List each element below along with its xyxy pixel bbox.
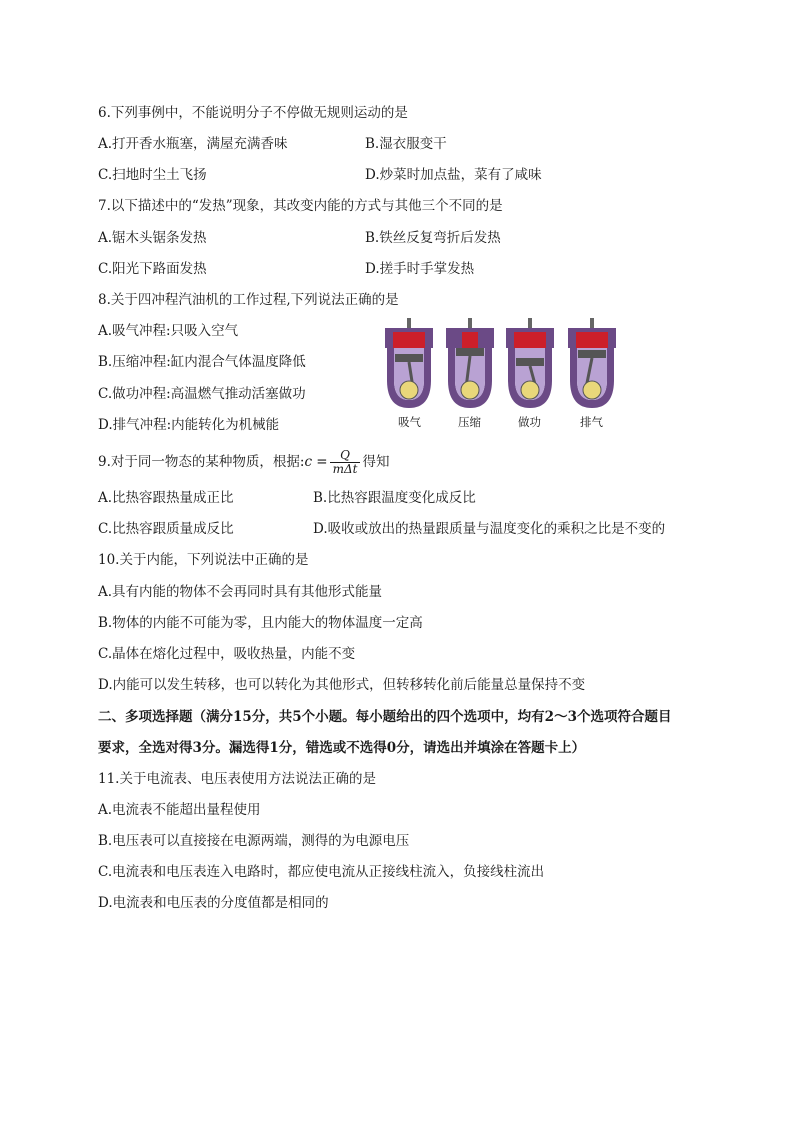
q9-formula-lhs: c =	[304, 454, 328, 470]
q8-option-b: B.压缩冲程:缸内混合气体温度降低	[98, 354, 306, 370]
q7-option-b: B.铁丝反复弯折后发热	[365, 230, 501, 246]
power-stroke-diagram	[504, 318, 556, 413]
stroke-label-power: 做功	[518, 415, 541, 429]
exhaust-stroke-diagram	[566, 318, 618, 413]
stroke-label-compression: 压缩	[458, 415, 481, 429]
section2-heading-line1: 二、多项选择题（满分15分，共5个小题。每小题给出的四个选项中，均有2～3个选项符合题目	[98, 709, 672, 725]
q10-option-c: C.晶体在熔化过程中，吸收热量，内能不变	[98, 646, 356, 662]
stroke-label-intake: 吸气	[398, 415, 421, 429]
q6-option-a: A.打开香水瓶塞，满屋充满香味	[98, 136, 288, 152]
q6-option-d: D.炒菜时加点盐，菜有了咸味	[365, 167, 542, 183]
q6-option-c: C.扫地时尘土飞扬	[98, 167, 207, 183]
q7-stem: 7.以下描述中的“发热”现象，其改变内能的方式与其他三个不同的是	[98, 198, 503, 214]
q9-option-d: D.吸收或放出的热量跟质量与温度变化的乘积之比是不变的	[313, 521, 666, 537]
q11-option-c: C.电流表和电压表连入电路时，都应使电流从正接线柱流入，负接线柱流出	[98, 864, 545, 880]
section2-heading-line2: 要求，全选对得3分。漏选得1分，错选或不选得0分，请选出并填涂在答题卡上）	[98, 740, 586, 756]
q9-formula-fraction	[330, 449, 361, 476]
q9-formula-numerator: Q	[330, 449, 361, 463]
q10-option-a: A.具有内能的物体不会再同时具有其他形式能量	[98, 584, 383, 600]
q10-option-b: B.物体的内能不可能为零，且内能大的物体温度一定高	[98, 615, 423, 631]
q6-stem: 6.下列事例中，不能说明分子不停做无规则运动的是	[98, 105, 408, 121]
q6-option-b: B.湿衣服变干	[365, 136, 447, 152]
q8-stem: 8.关于四冲程汽油机的工作过程,下列说法正确的是	[98, 292, 399, 308]
compression-stroke-diagram	[444, 318, 496, 413]
q11-option-b: B.电压表可以直接接在电源两端，测得的为电源电压	[98, 833, 410, 849]
q9-stem-post: 得知	[362, 454, 390, 470]
q11-stem: 11.关于电流表、电压表使用方法说法正确的是	[98, 771, 376, 787]
q8-option-d: D.排气冲程:内能转化为机械能	[98, 417, 280, 433]
q9-option-a: A.比热容跟热量成正比	[98, 490, 234, 506]
intake-stroke-diagram	[383, 318, 435, 413]
q9-option-b: B.比热容跟温度变化成反比	[313, 490, 476, 506]
q9-option-c: C.比热容跟质量成反比	[98, 521, 234, 537]
q9-stem-pre: 9.对于同一物态的某种物质，根据:	[98, 454, 305, 470]
q8-option-c: C.做功冲程:高温燃气推动活塞做功	[98, 386, 306, 402]
q9-formula-denominator: mΔt	[332, 462, 358, 476]
q7-option-d: D.搓手时手掌发热	[365, 261, 475, 277]
q11-option-d: D.电流表和电压表的分度值都是相同的	[98, 895, 329, 911]
q7-option-a: A.锯木头锯条发热	[98, 230, 207, 246]
q9-stem	[98, 446, 389, 478]
q11-option-a: A.电流表不能超出量程使用	[98, 802, 261, 818]
q10-option-d: D.内能可以发生转移，也可以转化为其他形式，但转移转化前后能量总量保持不变	[98, 677, 586, 693]
q8-option-a: A.吸气冲程:只吸入空气	[98, 323, 239, 339]
q7-option-c: C.阳光下路面发热	[98, 261, 207, 277]
q10-stem: 10.关于内能，下列说法中正确的是	[98, 552, 309, 568]
stroke-label-exhaust: 排气	[580, 415, 603, 429]
